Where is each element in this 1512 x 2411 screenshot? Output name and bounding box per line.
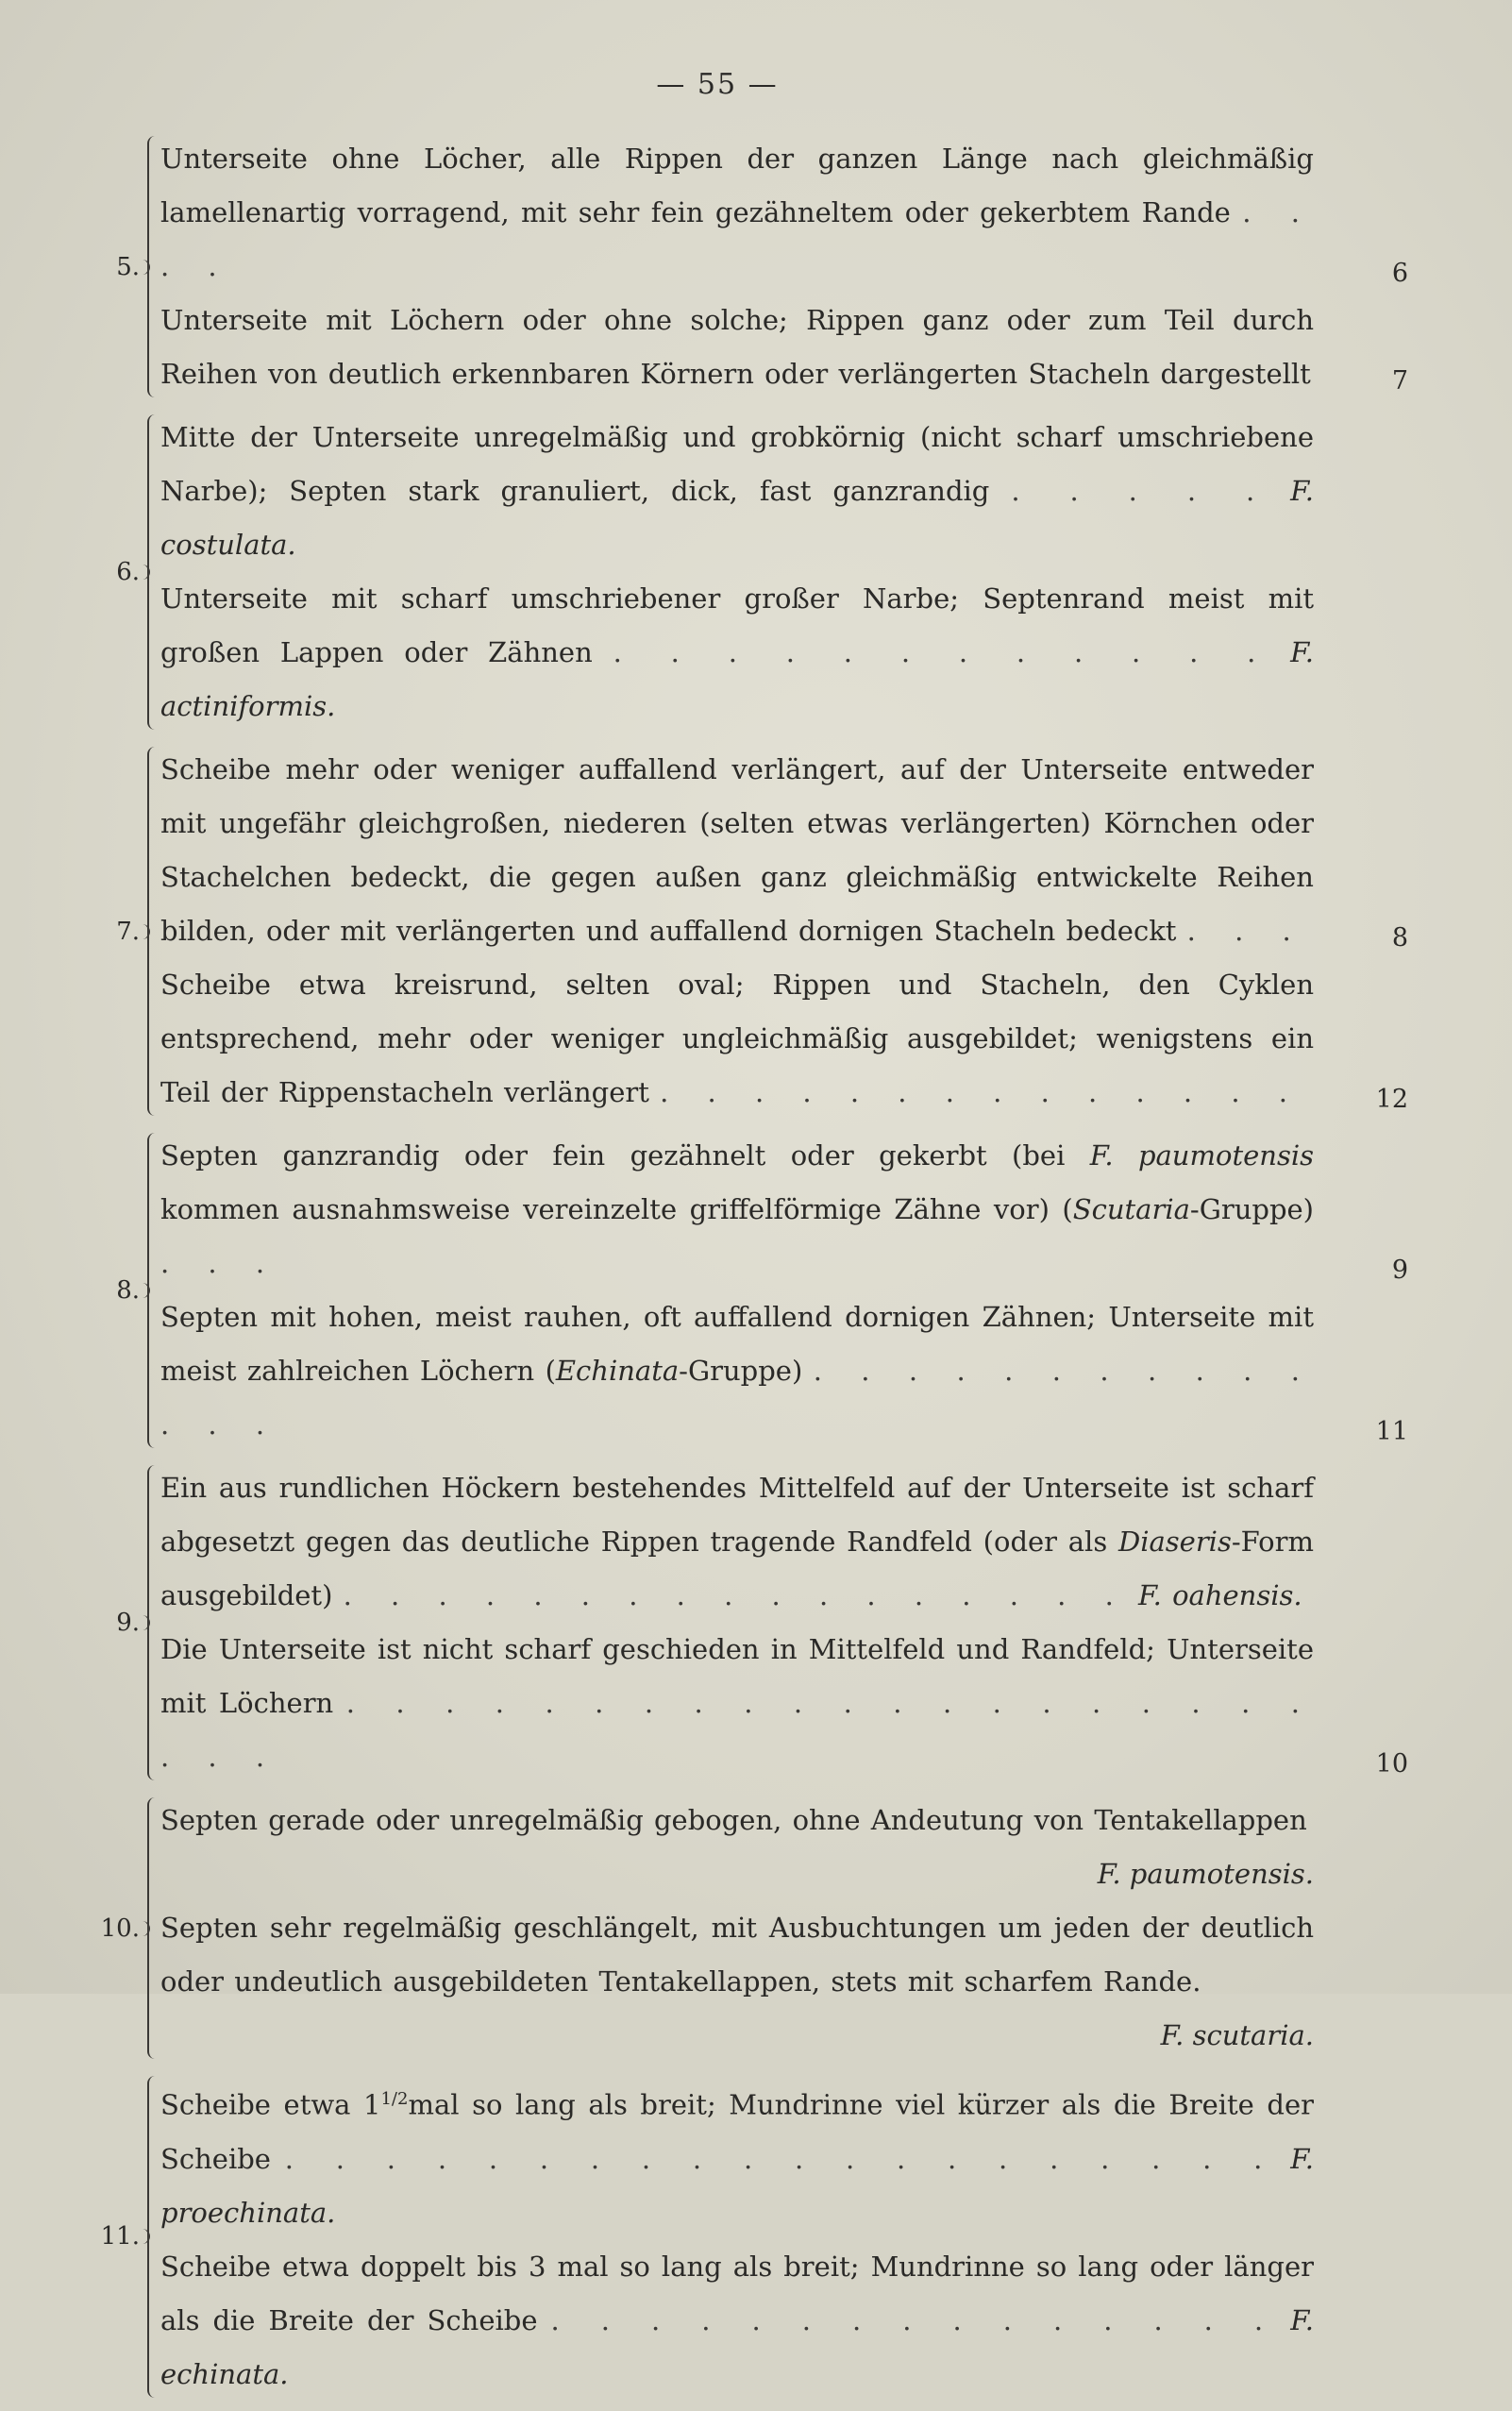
leader-dots: . . . . . . . . . . . . . . . . . . . . . . . [160, 1687, 1315, 1773]
entry-text: Unterseite ohne Löcher, alle Rippen der ganzen Länge nach gleichmäßig lamellenartig vorragend, mit sehr fein gezähneltem oder gekerbtem Rande [160, 143, 1314, 228]
entry-text: kommen ausnahmsweise vereinzelte griffelförmige Zähne vor) ( [160, 1193, 1073, 1225]
couplet-number: 8. [116, 1276, 140, 1305]
key-entry-b [0, 1623, 1512, 1784]
key-entry-a [0, 1129, 1512, 1290]
couplet-number: 6. [116, 558, 140, 586]
entry-text: -Gruppe) [1189, 1193, 1314, 1225]
group-name: Echinata [555, 1355, 680, 1387]
lead-target: 8 [1391, 923, 1408, 953]
entry-text: Unterseite mit Löchern oder ohne solche; Rippen ganz oder zum Teil durch Reihen von deutlich erkennbaren Körnern oder verlängerten Stacheln dargestellt [160, 304, 1314, 390]
taxon-name: F. oahensis. [1138, 1579, 1302, 1611]
key-entry-b [0, 2240, 1512, 2402]
couplet-number: 11. [100, 2222, 140, 2251]
couplet-6 [0, 411, 1512, 733]
key-entry-b [0, 958, 1512, 1120]
taxon-name: F. costulata. [160, 475, 1314, 561]
key-entry-a [0, 132, 1512, 294]
identification-key [0, 132, 1512, 2411]
key-entry-b [0, 1901, 1512, 2063]
entry-text: Die Unterseite ist nicht scharf geschieden in Mittelfeld und Randfeld; Unterseite mit Löchern [160, 1633, 1314, 1719]
taxon-name: F. actiniformis. [160, 636, 1314, 722]
leader-dots: . . . . . . . . . . . . . . . [550, 2303, 1278, 2336]
couplet-8 [0, 1129, 1512, 1452]
key-entry-a [0, 1794, 1512, 1901]
entry-text: Septen gerade oder unregelmäßig gebogen, ohne Andeutung von Tentakellappen [160, 1804, 1307, 1836]
key-entry-a [0, 2072, 1512, 2240]
entry-text: Septen mit hohen, meist rauhen, oft auffallend dornigen Zähnen; Unterseite mit meist zahlreichen Löchern ( [160, 1301, 1314, 1387]
leader-dots: . . . . . . . . . . . . . . . . . [343, 1579, 1128, 1611]
entry-text: Scheibe mehr oder weniger auffallend verlängert, auf der Unterseite entweder mit ungefähr gleichgroßen, niederen (selten etwas verlängerten) Körnchen oder Stachelchen bedeckt, die gegen außen ganz gleichmäßig entwickelte Reihen bilden, oder mit verlängerten und auffallend dornigen Stacheln bedeckt [160, 753, 1314, 947]
entry-text: Unterseite mit scharf umschriebener großer Narbe; Septenrand meist mit großen Lappen oder Zähnen [160, 582, 1314, 668]
couplet-7 [0, 743, 1512, 1120]
couplet-9 [0, 1461, 1512, 1784]
entry-text: Septen sehr regelmäßig geschlängelt, mit Ausbuchtungen um jeden der deutlich oder undeutlich ausgebildeten Tentakellappen, stets mit scharfem Rande. [160, 1912, 1314, 1998]
fraction: 1/2 [380, 2089, 409, 2109]
lead-target: 9 [1391, 1256, 1408, 1285]
leader-dots: . . . . . . . . . . . . . . [160, 1355, 1315, 1441]
taxon-name: F. scutaria. [1160, 2019, 1314, 2051]
leader-dots: . . . [160, 1247, 279, 1279]
key-entry-b [0, 572, 1512, 733]
lead-target: 6 [1391, 259, 1408, 288]
group-name: Scutaria [1072, 1193, 1190, 1225]
leader-dots: . . . [1186, 915, 1305, 947]
lead-target: 11 [1375, 1417, 1408, 1446]
couplet-11 [0, 2072, 1512, 2402]
key-entry-b [0, 294, 1512, 401]
key-entry-b [0, 1290, 1512, 1452]
entry-text: mal so lang als breit; Mundrinne viel kürzer als die Breite der Scheibe [160, 2088, 1314, 2175]
leader-dots: . . . . . . . . . . . . . . . . . . . . [284, 2142, 1277, 2175]
lead-target: 10 [1375, 1749, 1408, 1779]
leader-dots: . . . . [160, 196, 1314, 282]
couplet-number: 7. [116, 917, 140, 946]
leader-dots: . . . . . . . . . . . . . . [660, 1076, 1302, 1108]
entry-text: Mitte der Unterseite unregelmäßig und grobkörnig (nicht scharf umschriebene Narbe); Septen stark granuliert, dick, fast ganzrandig [160, 421, 1314, 507]
entry-text: -Gruppe) [679, 1355, 803, 1387]
lead-target: 7 [1391, 366, 1408, 396]
key-entry-a [0, 1461, 1512, 1623]
page-number: — 55 — [656, 68, 779, 101]
taxon-name: F. echinata. [160, 2303, 1315, 2390]
entry-text: Scheibe etwa 1 [160, 2088, 381, 2121]
leader-dots: . . . . . . . . . . . . [613, 636, 1270, 668]
lead-target: 12 [1375, 1085, 1408, 1114]
key-entry-a [0, 743, 1512, 958]
taxon-name: F. paumotensis. [1097, 1858, 1314, 1890]
couplet-number: 9. [116, 1609, 140, 1637]
entry-text: Ein aus rundlichen Höckern bestehendes Mittelfeld auf der Unterseite ist scharf abgesetzt gegen das deutliche Rippen tragende Randfeld (oder als [160, 1472, 1314, 1558]
entry-text: -Form ausgebildet) [160, 1526, 1314, 1611]
key-entry-a [0, 411, 1512, 572]
entry-text: Scheibe etwa kreisrund, selten oval; Rippen und Stacheln, den Cyklen entsprechend, mehr oder weniger ungleichmäßig ausgebildet; wenigstens ein Teil der Rippenstacheln verlängert [160, 969, 1314, 1108]
couplet-5 [0, 132, 1512, 401]
taxon-name: F. proechinata. [160, 2142, 1315, 2229]
couplet-number: 10. [100, 1914, 140, 1943]
couplet-10 [0, 1794, 1512, 2063]
taxon-name: F. paumotensis [1089, 1139, 1314, 1172]
entry-text: Septen ganzrandig oder fein gezähnelt oder gekerbt (bei [160, 1139, 1090, 1172]
couplet-number: 5. [116, 252, 140, 281]
leader-dots: . . . . . [1011, 475, 1269, 507]
taxon-name: Diaseris [1117, 1526, 1232, 1558]
entry-text: Scheibe etwa doppelt bis 3 mal so lang als breit; Mundrinne so lang oder länger als die Breite der Scheibe [160, 2250, 1314, 2336]
